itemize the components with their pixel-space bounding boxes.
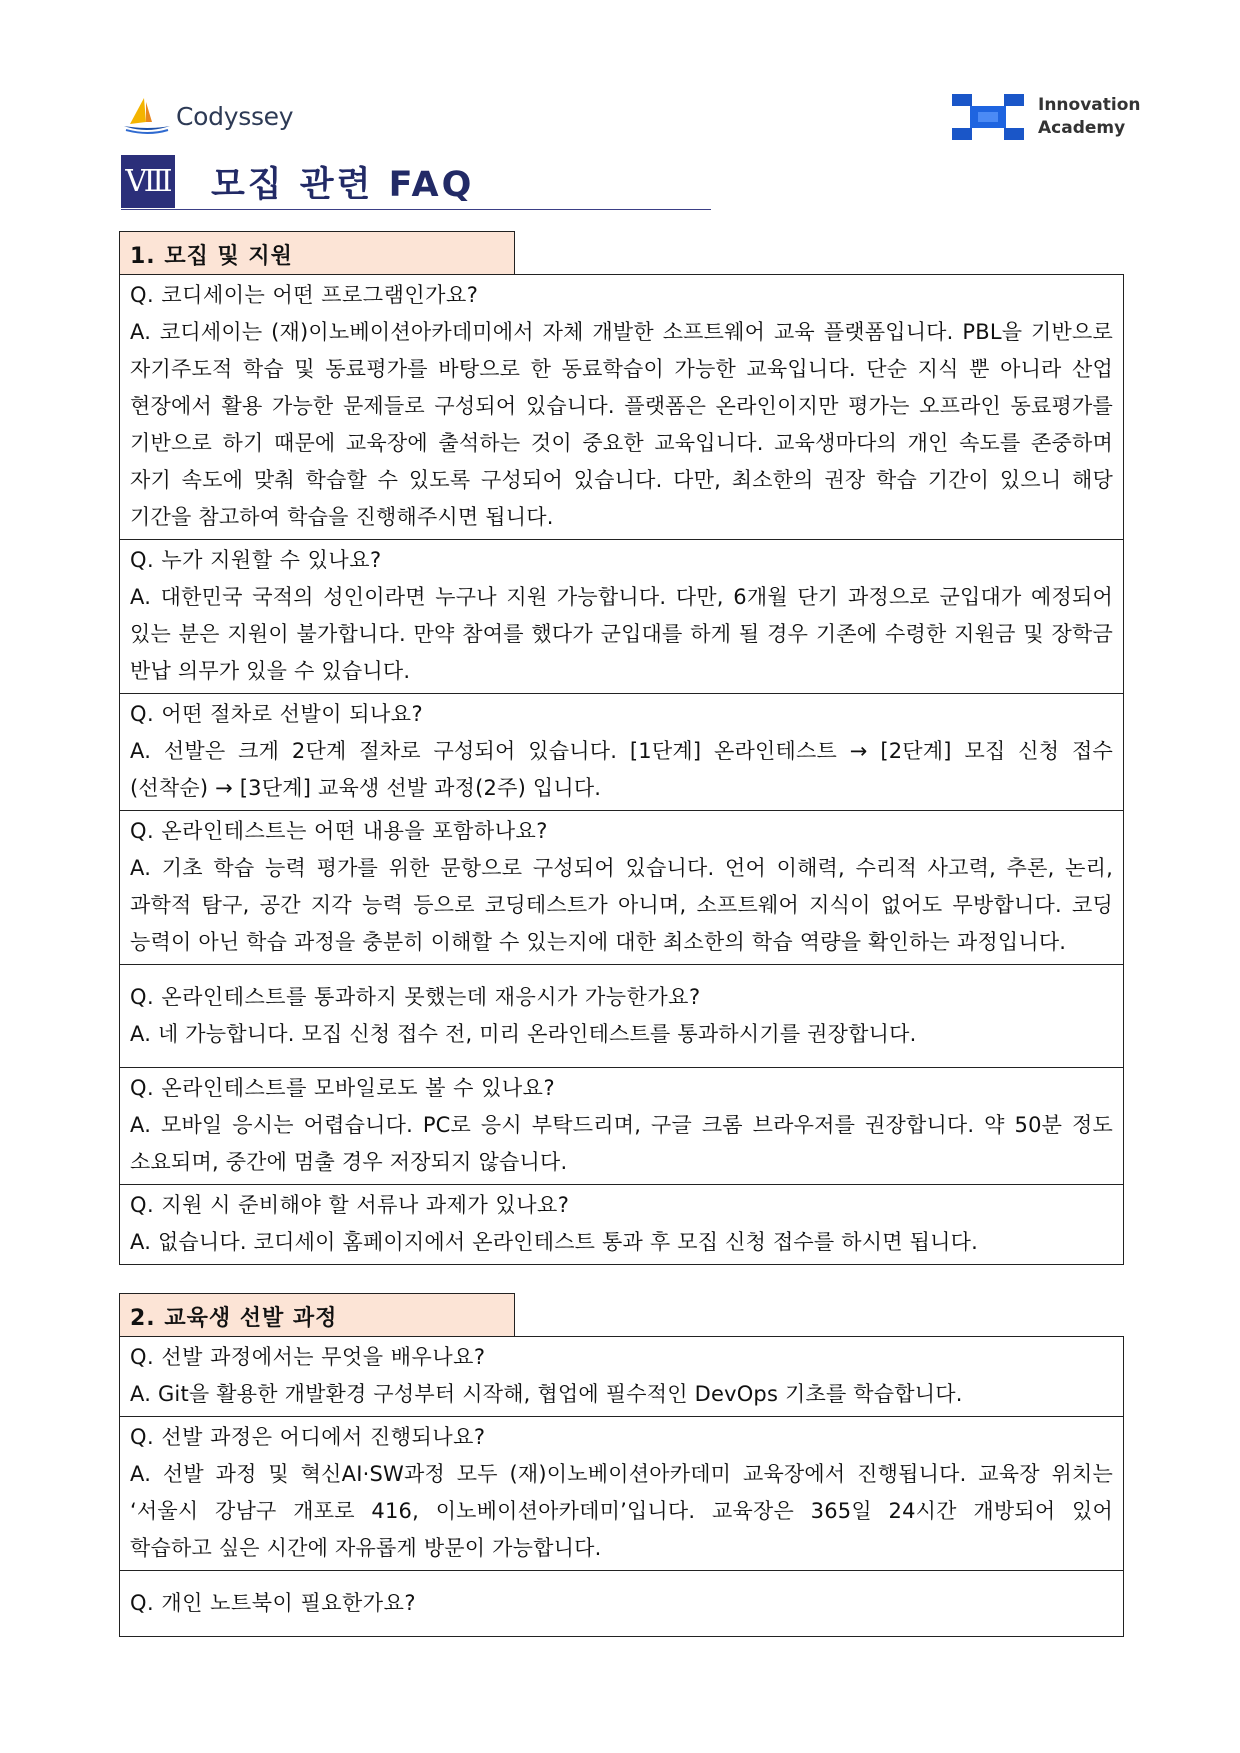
faq-answer: A. 선발 과정 및 혁신AI·SW과정 모두 (재)이노베이션아카데미 교육장에서 진행됩니다. 교육장 위치는 ‘서울시 강남구 개포로 416, 이노베이션아카데미’입니다. 교육장은 365일 24시간 개방되어 있어 학습하고 싶은 시간에 자유롭게 방문이 가능합니다. [130, 1462, 1113, 1560]
faq-answer: A. 네 가능합니다. 모집 신청 접수 전, 미리 온라인테스트를 통과하시기를 권장합니다. [130, 1022, 917, 1046]
faq-item [120, 1068, 1123, 1185]
page-title: 모집 관련 FAQ [211, 165, 475, 205]
faq-question: Q. 온라인테스트를 모바일로도 볼 수 있나요? [130, 1076, 556, 1100]
sailboat-icon [122, 96, 172, 136]
faq-question: Q. 지원 시 준비해야 할 서류나 과제가 있나요? [130, 1193, 570, 1217]
faq-answer: A. Git을 활용한 개발환경 구성부터 시작해, 협업에 필수적인 DevOps 기초를 학습합니다. [130, 1382, 963, 1406]
faq-question: Q. 온라인테스트는 어떤 내용을 포함하나요? [130, 819, 548, 843]
subsection-header-recruitment [119, 231, 515, 275]
section-number-badge: Ⅷ [121, 155, 175, 208]
faq-item [120, 1417, 1123, 1571]
faq-table-selection [119, 1336, 1124, 1637]
faq-answer: A. 기초 학습 능력 평가를 위한 문항으로 구성되어 있습니다. 언어 이해력, 수리적 사고력, 추론, 논리, 과학적 탐구, 공간 지각 능력 등으로 코딩테스트가 아니며, 소프트웨어 지식이 없어도 무방합니다. 코딩 능력이 아닌 학습 과정을 충분히 이해할 수 있는지에 대한 최소한의 학습 역량을 확인하는 과정입니다. [130, 856, 1113, 954]
section-heading [121, 155, 711, 210]
subsection-title: 1. 모집 및 지원 [130, 244, 293, 269]
faq-question: Q. 누가 지원할 수 있나요? [130, 548, 382, 572]
faq-item [120, 1185, 1123, 1265]
faq-item [120, 1337, 1123, 1417]
faq-item [120, 540, 1123, 694]
faq-question: Q. 어떤 절차로 선발이 되나요? [130, 702, 424, 726]
faq-answer: A. 선발은 크게 2단계 절차로 구성되어 있습니다. [1단계] 온라인테스트 → [2단계] 모집 신청 접수(선착순) → [3단계] 교육생 선발 과정(2주) 입니다. [130, 739, 1113, 800]
faq-answer: A. 대한민국 국적의 성인이라면 누구나 지원 가능합니다. 다만, 6개월 단기 과정으로 군입대가 예정되어 있는 분은 지원이 불가합니다. 만약 참여를 했다가 군입대를 하게 될 경우 기존에 수령한 지원금 및 장학금 반납 의무가 있을 수 있습니다. [130, 585, 1113, 683]
innovation-academy-logo [952, 92, 1141, 142]
subsection-title: 2. 교육생 선발 과정 [130, 1306, 338, 1331]
academy-logo-line-1: Innovation [1038, 95, 1141, 115]
faq-item [120, 965, 1123, 1068]
faq-item [120, 1571, 1123, 1637]
faq-answer: A. 코디세이는 (재)이노베이션아카데미에서 자체 개발한 소프트웨어 교육 플랫폼입니다. PBL을 기반으로 자기주도적 학습 및 동료평가를 바탕으로 한 동료학습이 가능한 교육입니다. 단순 지식 뿐 아니라 산업 현장에서 활용 가능한 문제들로 구성되어 있습니다. 플랫폼은 온라인이지만 평가는 오프라인 동료평가를 기반으로 하기 때문에 교육장에 출석하는 것이 중요한 교육입니다. 교육생마다의 개인 속도를 존중하며 자기 속도에 맞춰 학습할 수 있도록 구성되어 있습니다. 다만, 최소한의 권장 학습 기간이 있으니 해당 기간을 참고하여 학습을 진행해주시면 됩니다. [130, 320, 1113, 529]
faq-table-recruitment [119, 274, 1124, 1265]
faq-answer: A. 없습니다. 코디세이 홈페이지에서 온라인테스트 통과 후 모집 신청 접수를 하시면 됩니다. [130, 1230, 978, 1254]
faq-item [120, 811, 1123, 965]
faq-question: Q. 선발 과정은 어디에서 진행되나요? [130, 1425, 486, 1449]
academy-x-icon [952, 92, 1026, 142]
subsection-header-selection [119, 1293, 515, 1337]
academy-logo-text [1038, 94, 1141, 140]
academy-logo-line-2: Academy [1038, 118, 1126, 138]
faq-question: Q. 코디세이는 어떤 프로그램인가요? [130, 283, 479, 307]
faq-answer: A. 모바일 응시는 어렵습니다. PC로 응시 부탁드리며, 구글 크롬 브라우저를 권장합니다. 약 50분 정도 소요되며, 중간에 멈출 경우 저장되지 않습니다. [130, 1113, 1113, 1174]
codyssey-logo-text: Codyssey [176, 101, 294, 131]
faq-item [120, 694, 1123, 811]
faq-item [120, 275, 1123, 540]
codyssey-logo [122, 96, 293, 136]
faq-question: Q. 선발 과정에서는 무엇을 배우나요? [130, 1345, 486, 1369]
faq-question: Q. 개인 노트북이 필요한가요? [130, 1591, 417, 1615]
faq-question: Q. 온라인테스트를 통과하지 못했는데 재응시가 가능한가요? [130, 985, 701, 1009]
